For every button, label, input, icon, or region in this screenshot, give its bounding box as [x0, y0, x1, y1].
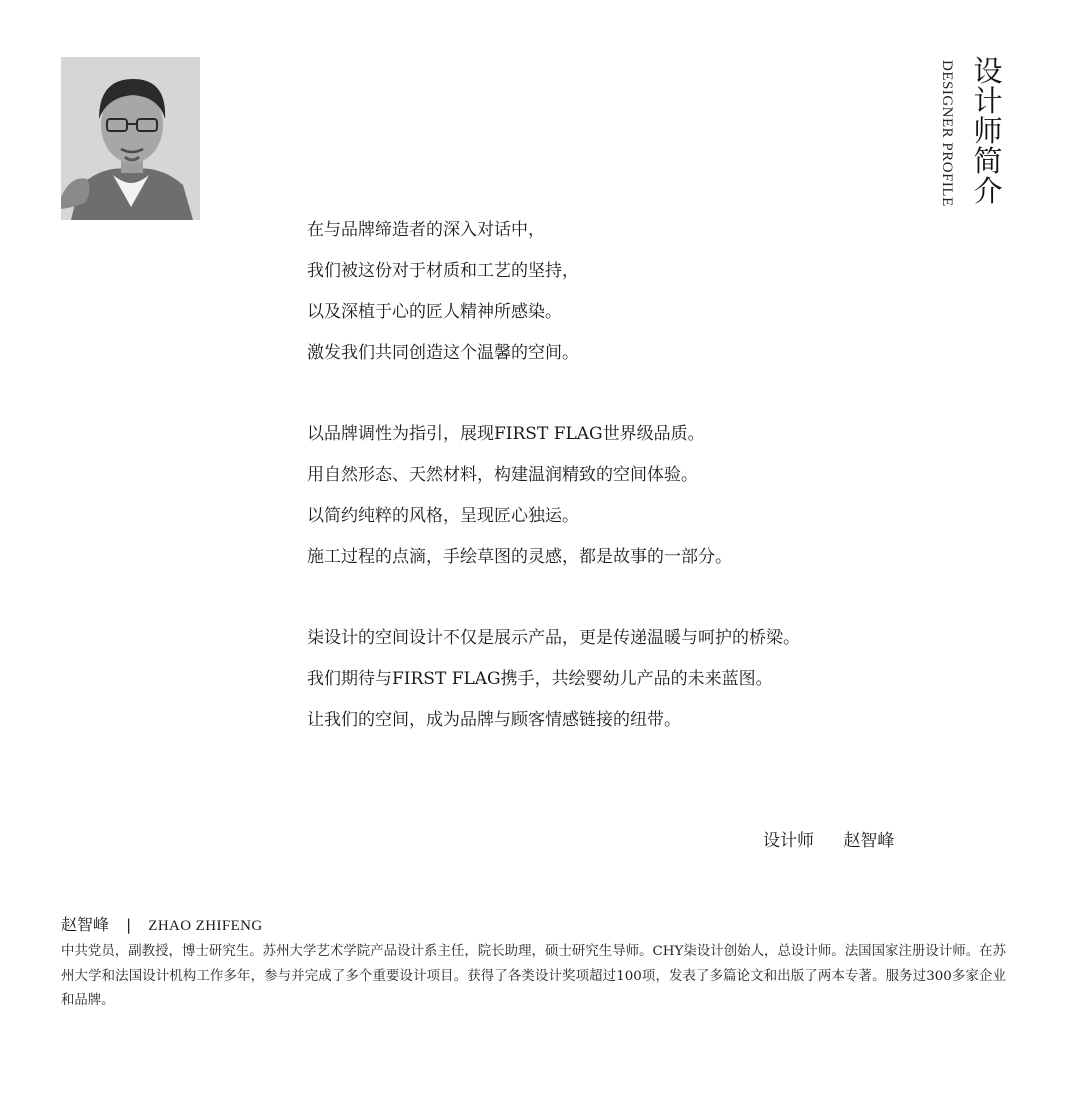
paragraph-line: 用自然形态、天然材料，构建温润精致的空间体验。	[307, 465, 698, 485]
paragraph-line: 施工过程的点滴，手绘草图的灵感，都是故事的一部分。	[307, 547, 732, 567]
bio-name-cn: 赵智峰	[61, 915, 110, 934]
signature-name: 赵智峰	[843, 831, 895, 851]
bio-name-en: ZHAO ZHIFENG	[148, 918, 263, 934]
paragraph	[307, 418, 947, 582]
bio-description: 中共党员，副教授，博士研究生。苏州大学艺术学院产品设计系主任，院长助理，硕士研究生导师。CHY柒设计创始人，总设计师。法国国家注册设计师。在苏州大学和法国设计机构工作多年，参与并完成了多个重要设计项目。获得了各类设计奖项超过100项，发表了多篇论文和出版了两本专著。服务过300多家企业和品牌。	[61, 944, 1006, 1008]
page-title-vertical	[968, 56, 1008, 206]
page-subtitle-vertical: DESIGNER PROFILE	[939, 60, 955, 207]
paragraph-line: 柒设计的空间设计不仅是展示产品，更是传递温暖与呵护的桥梁。	[307, 628, 800, 648]
title-char: 简	[973, 144, 1003, 178]
paragraph	[307, 622, 947, 745]
title-char: 计	[973, 84, 1003, 118]
profile-statement	[307, 214, 947, 745]
paragraph-line: 我们被这份对于材质和工艺的坚持，	[307, 261, 579, 281]
title-char: 设	[973, 54, 1003, 88]
designer-portrait-photo	[61, 57, 200, 220]
title-char: 介	[973, 174, 1003, 208]
paragraph-line: 在与品牌缔造者的深入对话中，	[307, 220, 545, 240]
paragraph-line: 以品牌调性为指引，展现FIRST FLAG世界级品质。	[307, 424, 705, 444]
paragraph-line: 以及深植于心的匠人精神所感染。	[307, 302, 562, 322]
paragraph-line: 我们期待与FIRST FLAG携手，共绘婴幼儿产品的未来蓝图。	[307, 669, 773, 689]
paragraph-line: 让我们的空间，成为品牌与顾客情感链接的纽带。	[307, 710, 681, 730]
title-char: 师	[973, 114, 1003, 148]
paragraph	[307, 214, 947, 378]
paragraph-line: 激发我们共同创造这个温馨的空间。	[307, 343, 579, 363]
bio-separator: |	[126, 916, 132, 934]
paragraph-line: 以简约纯粹的风格，呈现匠心独运。	[307, 506, 579, 526]
signature-role: 设计师	[763, 831, 814, 851]
bio-heading	[61, 912, 263, 935]
signature	[763, 826, 894, 851]
